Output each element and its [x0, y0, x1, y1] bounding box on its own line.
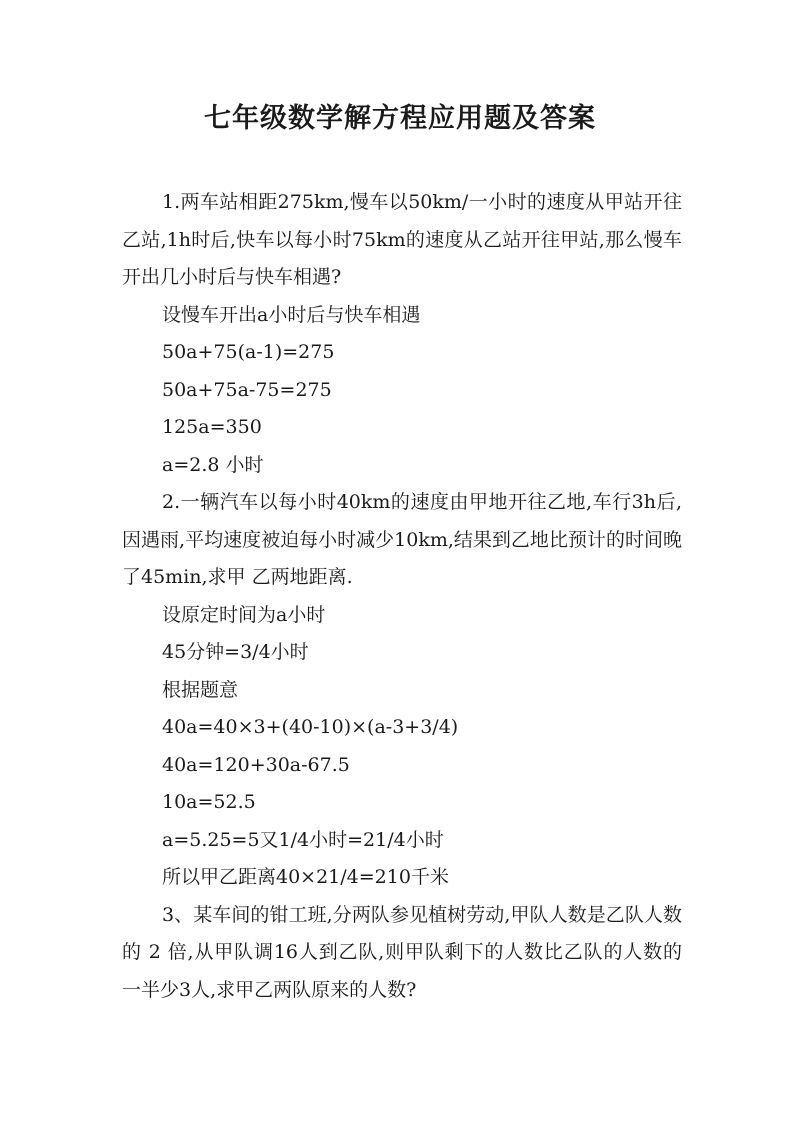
- question-2: 2.一辆汽车以每小时40km的速度由甲地开往乙地,车行3h后,因遇雨,平均速度被迫每小时减少10km,结果到乙地比预计的时间晚了45min,求甲 乙两地距离.: [122, 491, 682, 588]
- document-body: [122, 184, 682, 1009]
- question-3: 3、某车间的钳工班,分两队参见植树劳动,甲队人数是乙队人数的 2 倍,从甲队调16人到乙队,则甲队剩下的人数比乙队的人数的 一半少3人,求甲乙两队原来的人数?: [122, 903, 682, 1001]
- q2-solution-line: 根据题意: [162, 678, 239, 701]
- q1-answer-line: a=2.8 小时: [162, 453, 264, 476]
- q1-solution-line: 设慢车开出a小时后与快车相遇: [162, 303, 421, 326]
- q2-answer-line: 所以甲乙距离40×21/4=210千米: [162, 866, 449, 888]
- q2-solution-line: 45分钟=3/4小时: [162, 641, 309, 663]
- q2-solution-line: 10a=52.5: [162, 791, 256, 813]
- question-1: 1.两车站相距275km,慢车以50km/一小时的速度从甲站开往乙站,1h时后,快车以每小时75km的速度从乙站开往甲站,那么慢车开出几小时后与快车相遇?: [122, 191, 682, 288]
- q2-solution-line: 40a=120+30a-67.5: [162, 753, 350, 776]
- q2-solution-line: 40a=40×3+(40-10)×(a-3+3/4): [162, 716, 459, 738]
- q1-solution-line: 125a=350: [162, 416, 262, 438]
- q1-solution-line: 50a+75(a-1)=275: [162, 341, 335, 363]
- document-title: 七年级数学解方程应用题及答案: [204, 103, 596, 134]
- q2-solution-line: a=5.25=5又1/4小时=21/4小时: [162, 828, 444, 851]
- q1-solution-line: 50a+75a-75=275: [162, 378, 332, 401]
- q2-solution-line: 设原定时间为a小时: [162, 603, 326, 626]
